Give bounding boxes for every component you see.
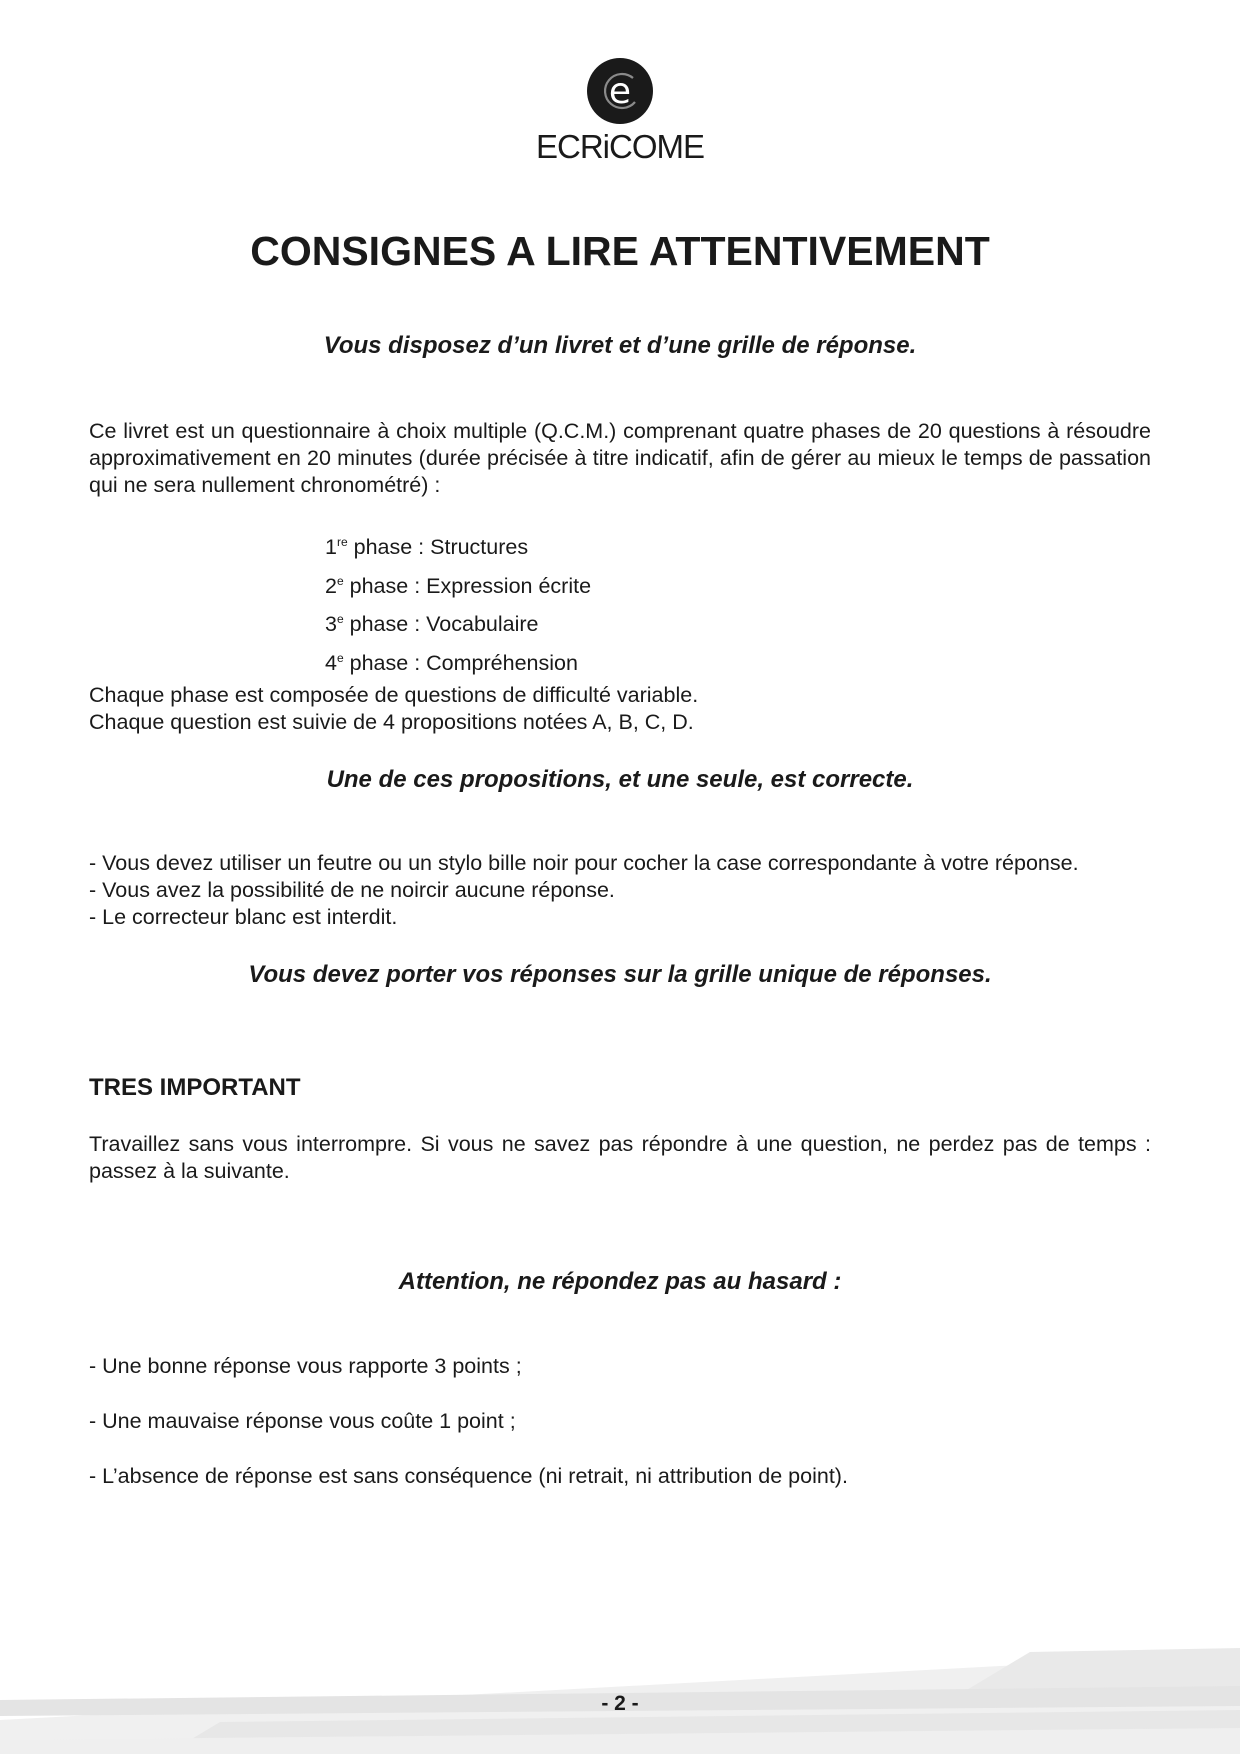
phase-item: 4e phase : Compréhension (325, 650, 578, 675)
phase-info-line: Chaque question est suivie de 4 propositions notées A, B, C, D. (89, 710, 694, 734)
logo-wordmark: ECRiCOME (535, 128, 704, 165)
phase-item: 3e phase : Vocabulaire (325, 612, 539, 636)
important-text: Travaillez sans vous interrompre. Si vous ne savez pas répondre à une question, ne perdez pas de temps : passez à la suivante. (89, 1132, 1151, 1183)
attention-notice: Attention, ne répondez pas au hasard : (398, 1268, 842, 1295)
intro-paragraph: Ce livret est un questionnaire à choix multiple (Q.C.M.) comprenant quatre phases de 20 questions à résoudre approximativement en 20 minutes (durée précisée à titre indicatif, afin de gérer au mieux le temps de passation qui ne sera nullement chronométré) : (89, 419, 1151, 497)
svg-text:e: e (608, 71, 632, 112)
scoring-item: - L’absence de réponse est sans conséquence (ni retrait, ni attribution de point). (89, 1464, 848, 1488)
rule-item: - Vous avez la possibilité de ne noircir aucune réponse. (89, 878, 615, 902)
phase-item: 1re phase : Structures (325, 535, 529, 559)
page-number: - 2 - (601, 1692, 639, 1715)
rule-item: - Le correcteur blanc est interdit. (89, 905, 398, 929)
ecricome-logo-icon (587, 58, 653, 124)
phase-item: 2e phase : Expression écrite (325, 573, 592, 598)
phases-list (325, 526, 591, 680)
one-correct-notice: Une de ces propositions, et une seule, est correcte. (326, 766, 914, 793)
phase-info-line: Chaque phase est composée de questions de difficulté variable. (89, 683, 699, 707)
important-heading: TRES IMPORTANT (89, 1074, 301, 1101)
scoring-item: - Une bonne réponse vous rapporte 3 points ; (89, 1354, 522, 1378)
rules-list (89, 850, 1151, 931)
grid-notice: Vous devez porter vos réponses sur la grille unique de réponses. (248, 961, 992, 988)
scoring-item: - Une mauvaise réponse vous coûte 1 point ; (89, 1409, 516, 1433)
phase-info (89, 682, 1151, 736)
rule-item: - Vous devez utiliser un feutre ou un stylo bille noir pour cocher la case correspondante à votre réponse. (89, 851, 1079, 875)
page-title: CONSIGNES A LIRE ATTENTIVEMENT (250, 228, 990, 274)
subtitle: Vous disposez d’un livret et d’une grille de réponse. (323, 332, 917, 359)
ecricome-logo (0, 58, 1240, 166)
